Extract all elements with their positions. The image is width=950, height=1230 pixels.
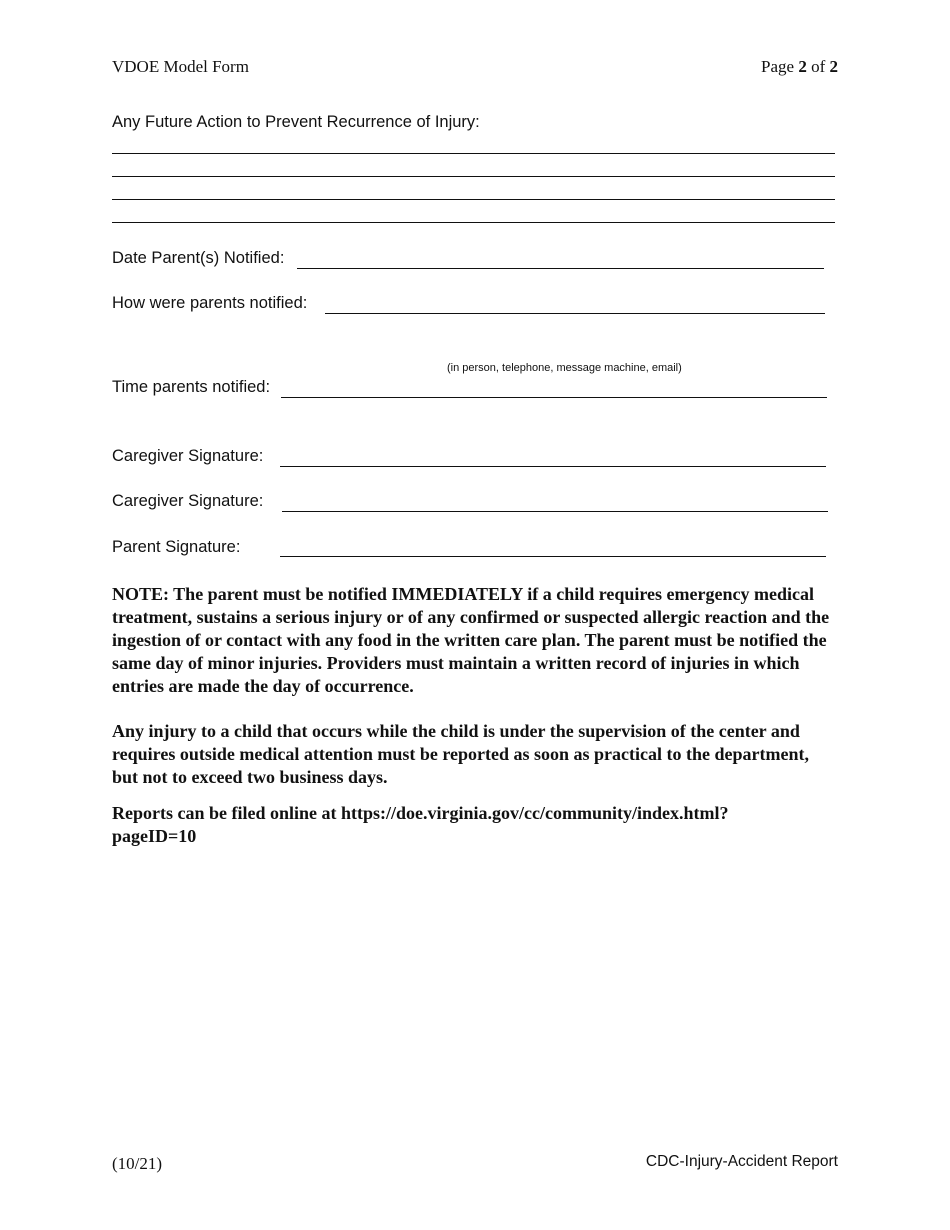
caregiver-signature-field-2[interactable] (282, 511, 828, 512)
time-notified-label: Time parents notified: (112, 378, 271, 396)
how-notified-label: How were parents notified: (112, 294, 308, 312)
future-action-label: Any Future Action to Prevent Recurrence of Injury: (112, 113, 480, 131)
caregiver-signature-label-2: Caregiver Signature: (112, 492, 264, 510)
time-notified-field[interactable] (281, 397, 827, 398)
note-reporting-requirement: Any injury to a child that occurs while the child is under the supervision of the center and requires outside medical attention must be reported as soon as practical to the department, but not to exceed two business days. (112, 721, 809, 787)
page-current: 2 (798, 57, 807, 76)
date-notified-field[interactable] (297, 268, 824, 269)
future-action-line-1[interactable] (112, 153, 835, 154)
how-notified-hint: (in person, telephone, message machine, email) (447, 362, 682, 374)
date-notified-label: Date Parent(s) Notified: (112, 249, 285, 267)
caregiver-signature-field-1[interactable] (280, 466, 826, 467)
form-title: VDOE Model Form (112, 57, 249, 76)
future-action-line-3[interactable] (112, 199, 835, 200)
future-action-line-4[interactable] (112, 222, 835, 223)
page-total: 2 (829, 57, 838, 76)
parent-signature-field[interactable] (280, 556, 826, 557)
revision-date: (10/21) (112, 1154, 163, 1173)
future-action-line-2[interactable] (112, 176, 835, 177)
note-immediate-notification: NOTE: The parent must be notified IMMEDIATELY if a child requires emergency medical treatment, sustains a serious injury or of any confirmed or suspected allergic reaction and the ingestion of or contact with any food in the written care plan. The parent must be notified the same day of minor injuries. Providers must maintain a written record of injuries in which entries are made the day of occurrence. (112, 584, 830, 696)
parent-signature-label: Parent Signature: (112, 538, 241, 556)
page-of: of (806, 57, 830, 76)
form-name: CDC-Injury-Accident Report (645, 1153, 838, 1170)
page-prefix: Page (761, 57, 799, 76)
note-online-filing: Reports can be filed online at https://doe.virginia.gov/cc/community/index.html?pageID=10 (112, 803, 729, 846)
page-number (761, 57, 838, 77)
how-notified-field[interactable] (325, 313, 825, 314)
caregiver-signature-label-1: Caregiver Signature: (112, 447, 264, 465)
